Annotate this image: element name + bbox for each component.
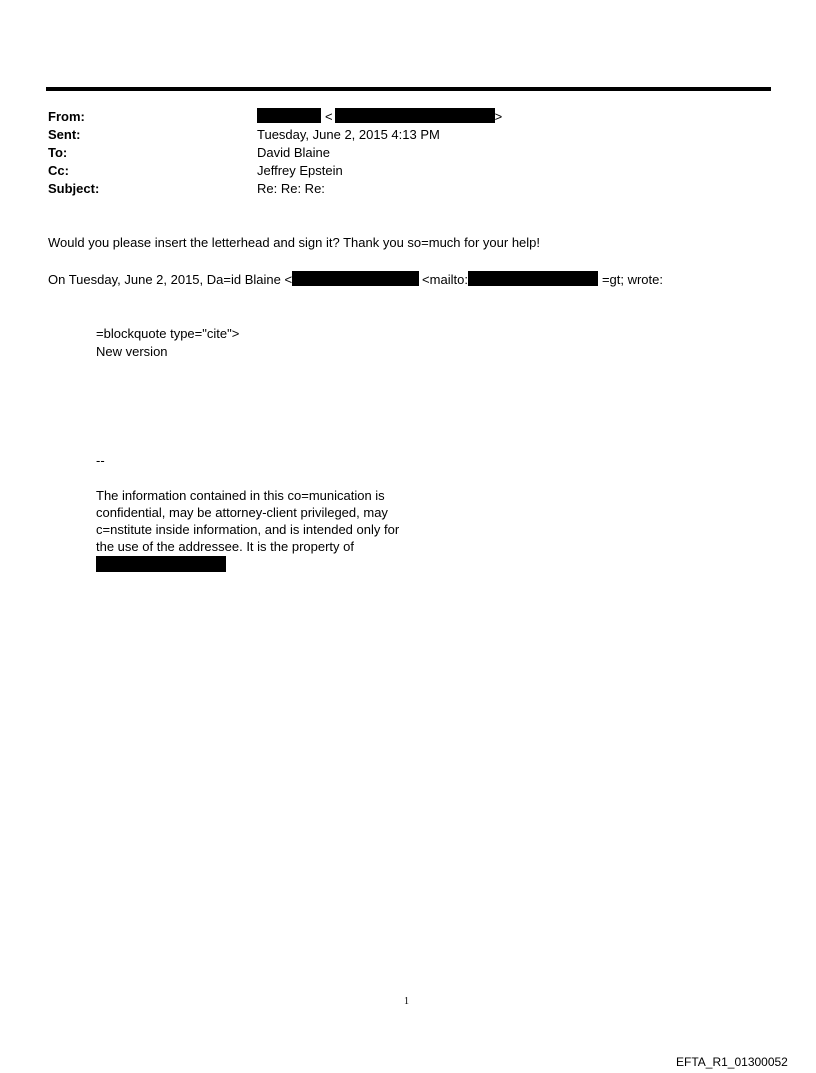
- disclaimer-line-3: c=nstitute inside information, and is intended only for: [96, 522, 400, 537]
- disclaimer-redaction: [96, 556, 226, 575]
- from-value: [257, 108, 502, 125]
- redaction-block: [292, 271, 419, 286]
- to-label: To:: [48, 145, 68, 160]
- cc-value: Jeffrey Epstein: [257, 163, 343, 178]
- quote-intro-line: [48, 271, 663, 288]
- bates-number: EFTA_R1_01300052: [676, 1055, 788, 1069]
- quote-intro-part-1: On Tuesday, June 2, 2015, Da=id Blaine <: [48, 272, 293, 287]
- disclaimer-line-4: the use of the addressee. It is the property of: [96, 539, 354, 554]
- redaction-block: [257, 108, 321, 123]
- redaction-block: [96, 556, 226, 572]
- redaction-block: [335, 108, 495, 123]
- from-close-bracket: >: [494, 109, 503, 124]
- blockquote-marker: =blockquote type="cite">: [96, 326, 240, 341]
- quoted-text: New version: [96, 344, 168, 359]
- sent-value: Tuesday, June 2, 2015 4:13 PM: [257, 127, 440, 142]
- signature-separator: --: [96, 453, 105, 468]
- from-open-bracket: <: [325, 109, 333, 124]
- sent-label: Sent:: [48, 127, 81, 142]
- subject-label: Subject:: [48, 181, 100, 196]
- cc-label: Cc:: [48, 163, 69, 178]
- disclaimer-line-2: confidential, may be attorney-client privileged, may: [96, 505, 388, 520]
- quote-intro-part-3: =gt; wrote:: [601, 272, 663, 287]
- from-label: From:: [48, 109, 85, 124]
- disclaimer-line-1: The information contained in this co=munication is: [96, 488, 385, 503]
- page-number: 1: [404, 996, 409, 1007]
- message-body-line: Would you please insert the letterhead and sign it? Thank you so=much for your help!: [48, 235, 541, 250]
- subject-value: Re: Re: Re:: [257, 181, 325, 196]
- to-value: David Blaine: [257, 145, 330, 160]
- redaction-block: [468, 271, 598, 286]
- header-rule: [46, 87, 771, 91]
- quote-intro-part-2: <mailto:: [422, 272, 468, 287]
